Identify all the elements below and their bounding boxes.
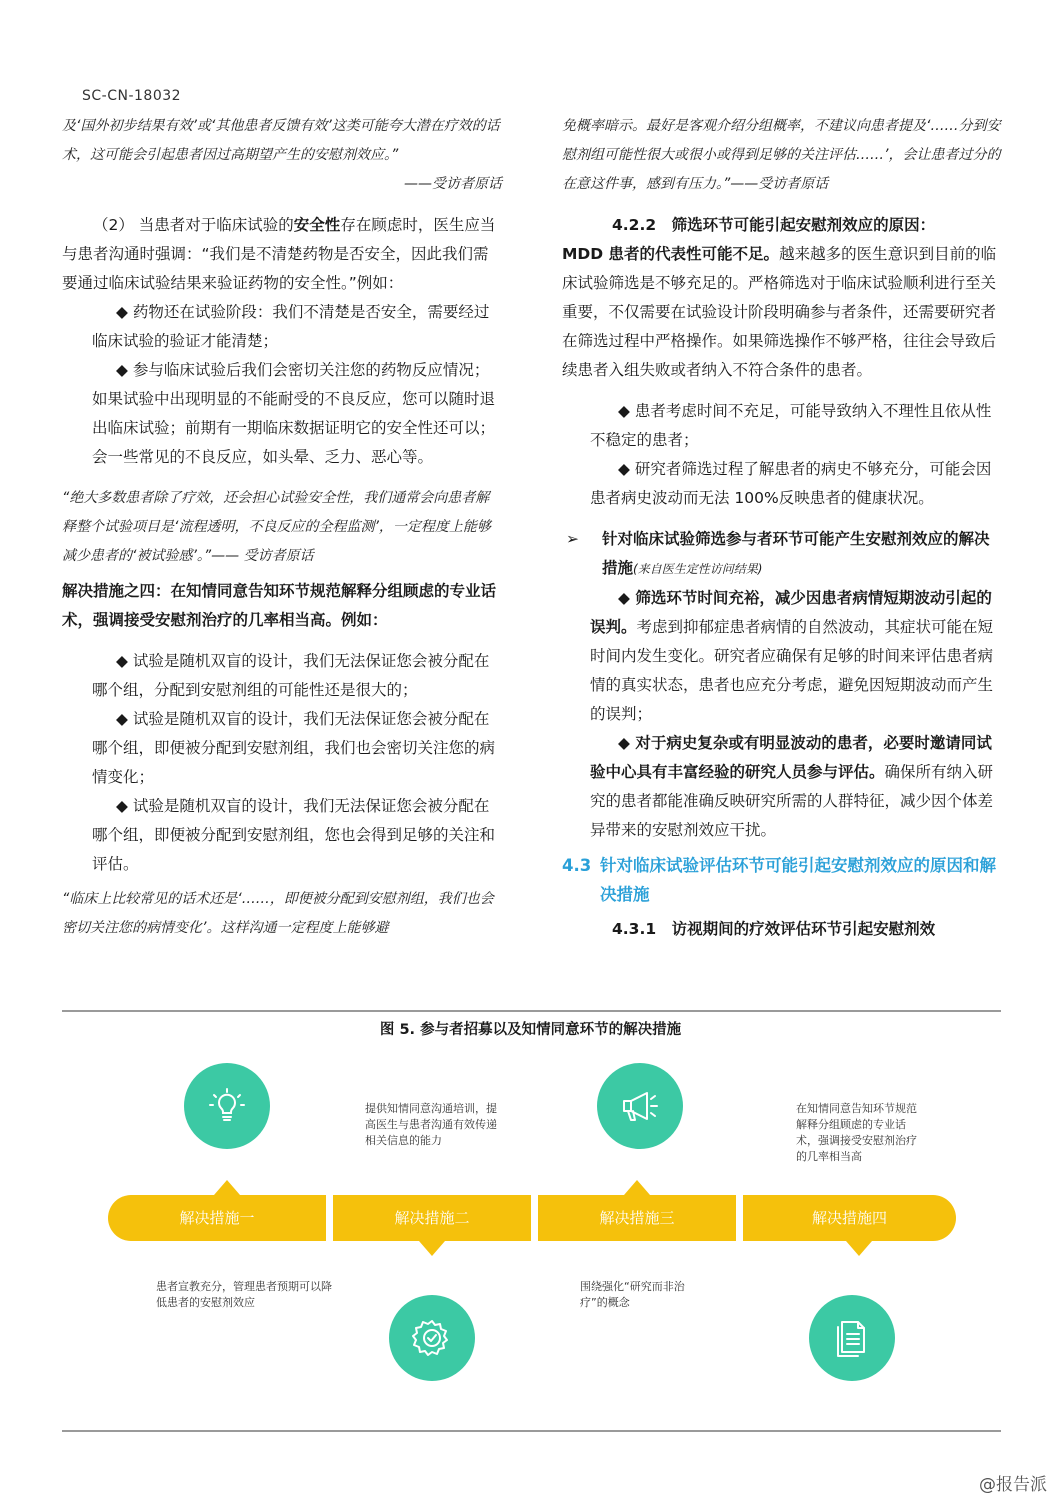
measure-item: ◆ 筛选环节时间充裕，减少因患者病情短期波动引起的误判。考虑到抑郁症患者病情的自然波动，其症状可能在短时间内发生变化。研究者应确保有足够的时间来评估患者病情的真实状态，患者也应充分考虑，避免因短期波动而产生的误判； <box>590 589 994 723</box>
gear-check-icon <box>389 1295 475 1381</box>
step-four-description: 在知情同意告知环节规范解释分组顾虑的专业话术，强调接受安慰剂治疗的几率相当高 <box>796 1102 917 1163</box>
figure-title: 图 5. 参与者招募以及知情同意环节的解决措施 <box>379 1022 682 1038</box>
bullet-item: ◆ 试验是随机双盲的设计，我们无法保证您会被分配在哪个组，分配到安慰剂组的可能性还是很大的； <box>92 652 490 699</box>
step-one-description: 患者宣教充分，管理患者预期可以降低患者的安慰剂效应 <box>156 1280 332 1309</box>
bullet-item: ◆ 研究者筛选过程了解患者的病史不够充分，可能会因患者病史波动而无法 100%反映患者的健康状况。 <box>590 460 992 507</box>
figure-top-rule <box>62 1010 1001 1012</box>
section-heading-4-2-2: 4.2.2 筛选环节可能引起安慰剂效应的原因： <box>612 216 936 234</box>
step-two: 解决措施二 <box>333 1195 531 1241</box>
screening-paragraph: MDD 患者的代表性可能不足。越来越多的医生意识到目前的临床试验筛选是不够充足的。严格筛选对于临床试验顺利进行至关重要，不仅需要在试验设计阶段明确参与者条件，还需要研究者在筛选过程中严格操作。如果筛选操作不够严格，往往会导致后续患者入组失败或者纳入不符合条件的患者。 <box>562 245 997 379</box>
pointer-up <box>624 1180 650 1195</box>
bullet-item: ◆ 参与临床试验后我们会密切关注您的药物反应情况；如果试验中出现明显的不能耐受的不良反应，您可以随时退出临床试验；前期有一期临床数据证明它的安全性还可以；会一些常见的不良反应，如头晕、乏力、恶心等。 <box>92 361 496 466</box>
step-two-description: 提供知情同意沟通培训，提高医生与患者沟通有效传递相关信息的能力 <box>365 1102 497 1147</box>
bullet-item: ◆ 试验是随机双盲的设计，我们无法保证您会被分配在哪个组，即便被分配到安慰剂组，我们也会密切关注您的病情变化； <box>92 710 496 786</box>
bullet-item: ◆ 试验是随机双盲的设计，我们无法保证您会被分配在哪个组，即便被分配到安慰剂组，您也会得到足够的关注和评估。 <box>92 797 496 873</box>
bullet-item: ◆ 药物还在试验阶段：我们不清楚是否安全，需要经过临床试验的验证才能清楚； <box>92 303 490 350</box>
bullet-item: ◆ 患者考虑时间不充足，可能导致纳入不理性且依从性不稳定的患者； <box>590 402 992 449</box>
figure-bottom-rule <box>62 1430 1001 1432</box>
interview-quote: “绝大多数患者除了疗效，还会担心试验安全性，我们通常会向患者解释整个试验项目是‘流程透明，不良反应的全程监测’，一定程度上能够减少患者的‘被试验感’。”—— 受访者原话 <box>62 490 491 564</box>
safety-paragraph: （2） 当患者对于临床试验的安全性存在顾虑时，医生应当与患者沟通时强调：“我们是不清楚药物是否安全，因此我们需要通过临床试验结果来验证药物的安全性。”例如： <box>62 216 496 292</box>
step-three-description: 围绕强化“研究而非治疗”的概念 <box>580 1280 685 1309</box>
document-code: SC-CN-18032 <box>82 88 182 104</box>
pointer-down <box>419 1241 445 1256</box>
quote-continued: 及‘国外初步结果有效’或‘其他患者反馈有效’这类可能夸大潜在疗效的话术，这可能会引起患者因过高期望产生的安慰剂效应。” <box>62 118 500 163</box>
left-column <box>62 112 502 943</box>
arrow-icon: ➢ <box>566 530 579 548</box>
quote-attribution: ——受访者原话 <box>404 176 502 192</box>
step-one: 解决措施一 <box>108 1195 326 1241</box>
measures-heading: ➢ 针对临床试验筛选参与者环节可能产生安慰剂效应的解决措施(来自医生定性访问结果) <box>562 525 1002 584</box>
section-heading-4-3-1: 4.3.1 访视期间的疗效评估环节引起安慰剂效 <box>612 920 936 938</box>
quote-continued: 免概率暗示。最好是客观介绍分组概率，不建议向患者提及‘……分到安慰剂组可能性很大或很小或得到足够的关注评估……’，会让患者过分的在意这件事，感到有压力。”——受访者原话 <box>562 118 1001 192</box>
measure-item: ◆ 对于病史复杂或有明显波动的患者，必要时邀请同试验中心具有丰富经验的研究人员参与评估。确保所有纳入研究的患者都能准确反映研究所需的人群特征，减少因个体差异带来的安慰剂效应干扰。 <box>590 734 994 839</box>
pointer-down <box>846 1241 872 1256</box>
pointer-up <box>214 1180 240 1195</box>
lightbulb-icon <box>184 1063 270 1149</box>
right-column <box>562 112 1002 944</box>
step-four: 解决措施四 <box>743 1195 956 1241</box>
watermark: @报告派 <box>979 1475 1047 1495</box>
interview-quote: “临床上比较常见的话术还是‘……，即便被分配到安慰剂组，我们也会密切关注您的病情变化’。这样沟通一定程度上能够避 <box>62 891 494 936</box>
megaphone-icon <box>597 1063 683 1149</box>
section-heading-4-3: 4.3 针对临床试验评估环节可能引起安慰剂效应的原因和解决措施 <box>562 856 996 904</box>
document-icon <box>809 1295 895 1381</box>
measure-four-heading: 解决措施之四：在知情同意告知环节规范解释分组顾虑的专业话术，强调接受安慰剂治疗的几率相当高。例如： <box>62 582 497 629</box>
step-three: 解决措施三 <box>538 1195 736 1241</box>
